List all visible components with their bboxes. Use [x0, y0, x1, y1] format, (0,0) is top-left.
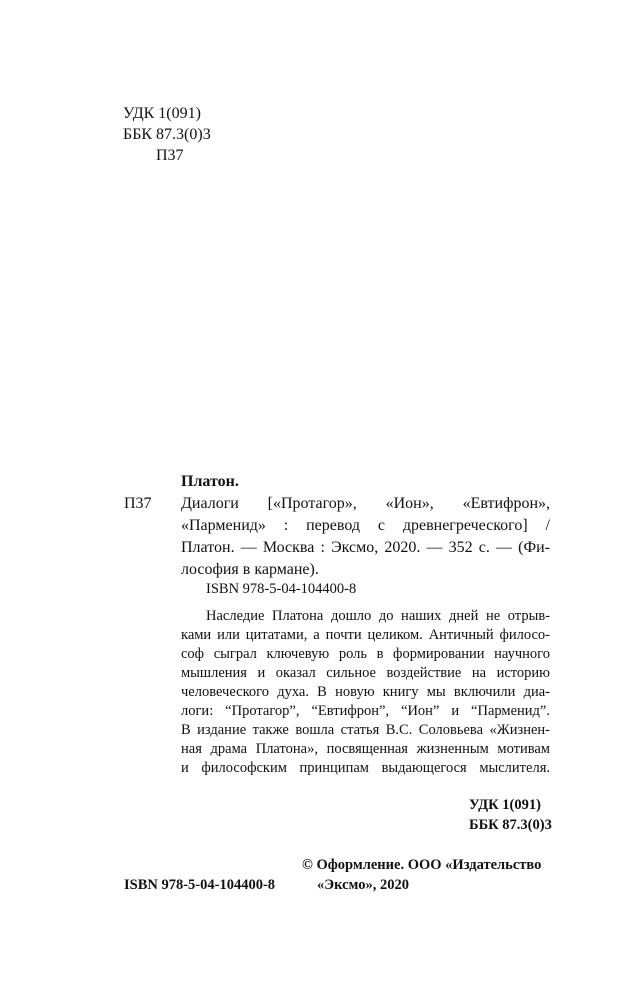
annotation-line-7: В издание также вошла статья В.С. Соловьева «Жизнен- — [181, 722, 550, 738]
annotation — [181, 607, 550, 778]
copyright-line-2: «Эксмо», 2020 — [317, 877, 409, 893]
author-heading: Платон. — [181, 473, 239, 490]
top-udk: УДК 1(091) — [123, 105, 201, 122]
annotation-line-2: ками или цитатами, а почти целиком. Античный филосо- — [181, 627, 550, 643]
top-bbk: ББК 87.3(0)3 — [123, 126, 211, 143]
bottom-udk: УДК 1(091) — [469, 797, 541, 813]
record-description — [181, 494, 550, 579]
annotation-line-3: соф сыграл ключевую роль в формировании научного — [181, 646, 550, 662]
description-line-3: Платон. — Москва : Эксмо, 2020. — 352 с. — (Фи- — [181, 539, 550, 556]
description-line-1: Диалоги [«Протагор», «Ион», «Евтифрон», — [181, 495, 550, 512]
annotation-line-1 — [181, 607, 550, 626]
bottom-bbk: ББК 87.3(0)3 — [469, 817, 552, 833]
annotation-line-6: логи: “Протагор”, “Евтифрон”, “Ион” и “Парменид”. — [181, 703, 550, 719]
annotation-line-4: мышления и оказал сильное воздействие на историю — [181, 665, 550, 681]
annotation-text-1: Наследие Платона дошло до наших дней не отрыв- — [206, 608, 550, 624]
copyright-line-1: © Оформление. ООО «Издательство — [302, 857, 542, 873]
record-cutter: П37 — [124, 495, 152, 512]
record-isbn: ISBN 978-5-04-104400-8 — [206, 581, 357, 597]
annotation-line-8: ная драма Платона», посвященная жизненным мотивам — [181, 741, 550, 757]
top-cutter: П37 — [156, 147, 184, 164]
footer-isbn: ISBN 978-5-04-104400-8 — [124, 877, 276, 893]
annotation-line-5: человеческого духа. В новую книгу мы включили диа- — [181, 684, 550, 700]
description-line-4: лософия в кармане). — [181, 561, 319, 578]
annotation-line-9: и философским принципам выдающегося мыслителя. — [181, 760, 550, 776]
description-line-2: «Парменид» : перевод с древнегреческого] / — [181, 517, 550, 534]
